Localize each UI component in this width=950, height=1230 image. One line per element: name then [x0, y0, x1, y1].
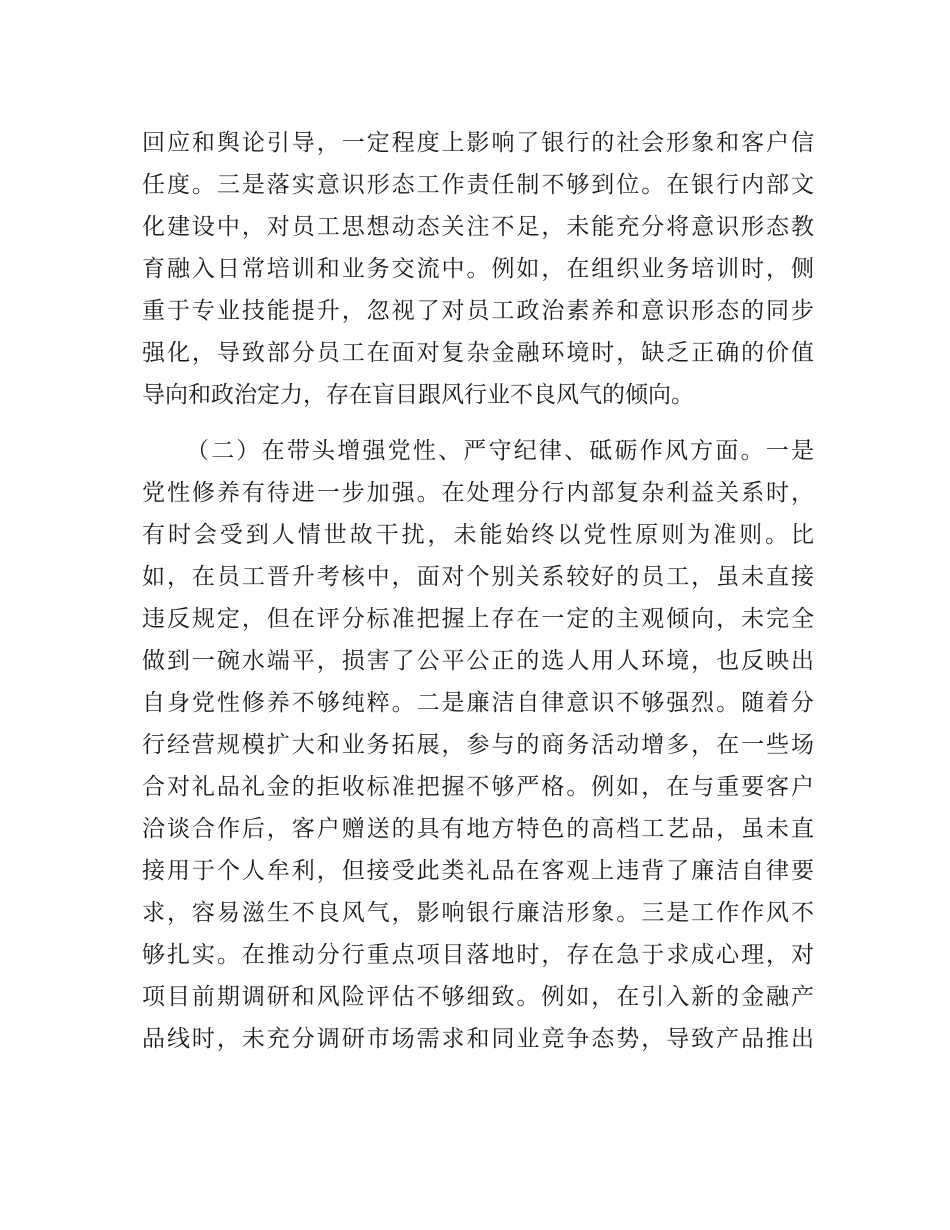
- text-line: 有时会受到人情世故干扰，未能始终以党性原则为准则。比: [142, 522, 814, 548]
- text-line: 洽谈合作后，客户赠送的具有地方特色的高档工艺品，虽未直: [142, 816, 814, 842]
- text-line: 合对礼品礼金的拒收标准把握不够严格。例如，在与重要客户: [142, 774, 814, 800]
- text-line: 自身党性修养不够纯粹。二是廉洁自律意识不够强烈。随着分: [142, 690, 814, 716]
- text-line: 求，容易滋生不良风气，影响银行廉洁形象。三是工作作风不: [142, 900, 814, 926]
- text-line: 做到一碗水端平，损害了公平公正的选人用人环境，也反映出: [142, 648, 814, 674]
- text-line: 重于专业技能提升，忽视了对员工政治素养和意识形态的同步: [142, 298, 814, 324]
- text-line: 接用于个人牟利，但接受此类礼品在客观上违背了廉洁自律要: [142, 858, 814, 884]
- text-line: 育融入日常培训和业务交流中。例如，在组织业务培训时，侧: [142, 256, 814, 282]
- text-line: 行经营规模扩大和业务拓展，参与的商务活动增多，在一些场: [142, 732, 814, 758]
- text-line: 项目前期调研和风险评估不够细致。例如，在引入新的金融产: [142, 984, 814, 1010]
- text-line: 违反规定，但在评分标准把握上存在一定的主观倾向，未完全: [142, 606, 814, 632]
- text-line: 化建设中，对员工思想动态关注不足，未能充分将意识形态教: [142, 214, 814, 240]
- text-line: 回应和舆论引导，一定程度上影响了银行的社会形象和客户信: [142, 130, 814, 156]
- text-line: 任度。三是落实意识形态工作责任制不够到位。在银行内部文: [142, 172, 814, 198]
- text-line: 品线时，未充分调研市场需求和同业竞争态势，导致产品推出: [142, 1026, 814, 1052]
- paragraph-1: [142, 122, 814, 416]
- paragraph-2: [142, 430, 814, 1060]
- text-line: 强化，导致部分员工在面对复杂金融环境时，缺乏正确的价值: [142, 340, 814, 366]
- text-line: 党性修养有待进一步加强。在处理分行内部复杂利益关系时，: [142, 480, 814, 506]
- text-line: 如，在员工晋升考核中，面对个别关系较好的员工，虽未直接: [142, 564, 814, 590]
- text-line: 导向和政治定力，存在盲目跟风行业不良风气的倾向。: [142, 382, 694, 408]
- text-line: 够扎实。在推动分行重点项目落地时，存在急于求成心理，对: [142, 942, 814, 968]
- section-heading-line: （二）在带头增强党性、严守纪律、砥砺作风方面。一是: [186, 438, 814, 464]
